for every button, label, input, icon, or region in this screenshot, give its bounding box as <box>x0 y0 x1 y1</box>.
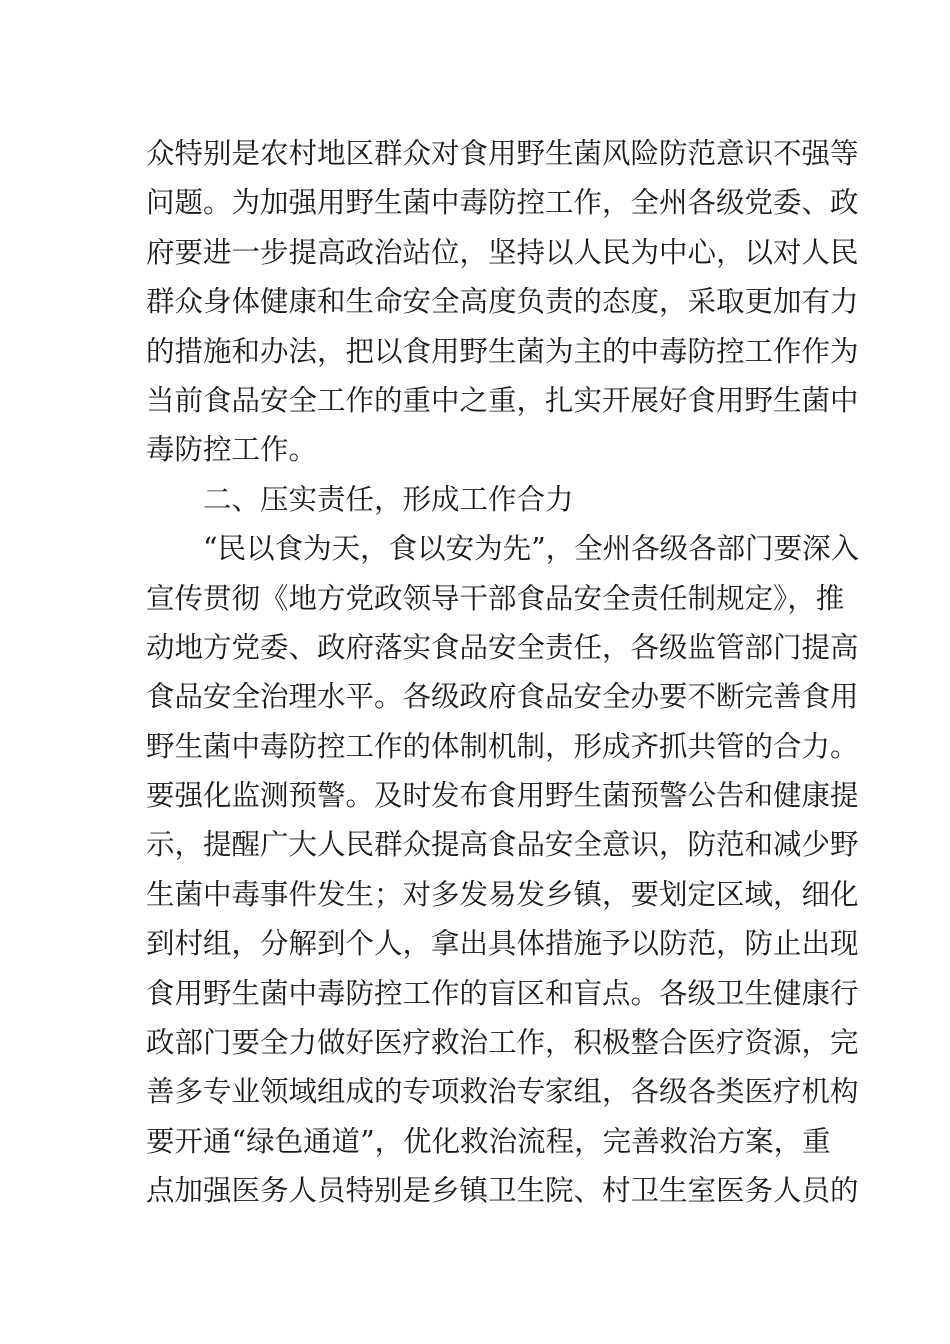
text-line: 动地方党委、政府落实食品安全责任，各级监管部门提高 <box>146 630 859 664</box>
text-line: 宣传贯彻《地方党政领导干部食品安全责任制规定》，推 <box>146 581 845 615</box>
section-heading: 二、压实责任，形成工作合力 <box>203 482 574 516</box>
text-line: 群众身体健康和生命安全高度负责的态度，采取更加有力 <box>146 285 859 319</box>
text-line: 点加强医务人员特别是乡镇卫生院、村卫生室医务人员的 <box>146 1174 859 1208</box>
text-line: 毒防控工作。 <box>146 433 318 467</box>
body-text <box>146 133 860 1220</box>
text-line: 府要进一步提高政治站位，坚持以人民为中心，以对人民 <box>146 235 859 269</box>
text-line: 到村组，分解到个人，拿出具体措施予以防范，防止出现 <box>146 927 859 961</box>
text-line: 的措施和办法，把以食用野生菌为主的中毒防控工作作为 <box>146 334 859 368</box>
text-line: 要强化监测预警。及时发布食用野生菌预警公告和健康提 <box>146 779 859 813</box>
text-line: 问题。为加强用野生菌中毒防控工作，全州各级党委、政 <box>146 186 859 220</box>
text-line: 野生菌中毒防控工作的体制机制，形成齐抓共管的合力。 <box>146 729 859 763</box>
text-line: 当前食品安全工作的重中之重，扎实开展好食用野生菌中 <box>146 383 859 417</box>
text-line: 政部门要全力做好医疗救治工作，积极整合医疗资源，完 <box>146 1026 859 1060</box>
text-line: 食品安全治理水平。各级政府食品安全办要不断完善食用 <box>146 680 859 714</box>
text-line: 示，提醒广大人民群众提高食品安全意识，防范和减少野 <box>146 828 859 862</box>
text-line: “民以食为天，食以安为先”，全州各级各部门要深入 <box>203 532 860 566</box>
text-line: 善多专业领域组成的专项救治专家组，各级各类医疗机构 <box>146 1075 859 1109</box>
text-line: 生菌中毒事件发生；对多发易发乡镇，要划定区域，细化 <box>146 877 859 911</box>
text-line: 食用野生菌中毒防控工作的盲区和盲点。各级卫生健康行 <box>146 976 859 1010</box>
text-line: 要开通“绿色通道”，优化救治流程，完善救治方案，重 <box>146 1124 831 1158</box>
text-line: 众特别是农村地区群众对食用野生菌风险防范意识不强等 <box>146 137 859 170</box>
